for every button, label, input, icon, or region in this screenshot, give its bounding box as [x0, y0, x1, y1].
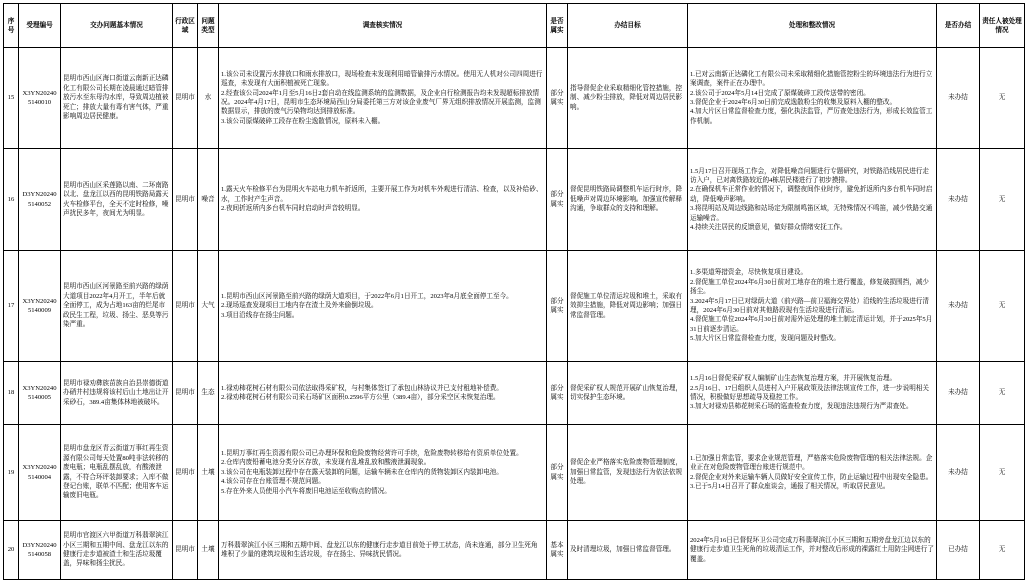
problem-type: 大气 — [198, 251, 219, 362]
region: 昆明市 — [173, 521, 198, 580]
handling-goal: 及时清理垃圾，加强日常监督管理。 — [568, 521, 688, 580]
region: 昆明市 — [173, 48, 198, 149]
handling-progress — [688, 48, 937, 149]
investigation-findings — [219, 251, 547, 362]
handling-progress-item: 2.督促施工单位2024年6月30日前对工地存在的堆土进行覆盖，修复破损围挡，减少扬尘。 — [690, 278, 930, 296]
row-number: 18 — [4, 362, 19, 425]
handling-progress-item: 3.将昆明站及周边线路和站场定为限制鸣笛区域，无特殊情况不鸣笛，减少铁路交通运输噪音。 — [690, 205, 933, 222]
case-id: D3YN202405140052 — [19, 149, 61, 251]
investigation-findings-item: 2.经查该公司2024年1月至5月16日2套自动在线监测系统的监测数据，及企业自行检测报告均未发现超标排放情况。2024年4月17日，昆明市生态环境局西山分局委托第三方对该企业废气厂界无组织排放情况开展监测，监测数据显示，排放的废气污染物均达到排放标准。 — [221, 89, 541, 116]
table-row — [4, 362, 1025, 425]
handling-progress-item: 4.持续关注居民的反馈意见，做好群众情绪安抚工作。 — [690, 224, 847, 232]
case-id: X3YN202405140005 — [19, 362, 61, 425]
handling-progress-item: 2.5月16日、17日组织人员进村入户开展政策及法律法规宣传工作，进一步说明相关情况，积极做好思想疏导及稳控工作。 — [690, 384, 930, 401]
closed-status: 已办结 — [937, 521, 980, 580]
investigation-findings-item: 1.该公司未设置污水排放口和雨水排放口，现场检查未发现利用暗管偷排污水情况。使用无人机对公司四周进行巡查，未发现有大面积植被死亡现象。 — [221, 70, 543, 88]
handling-progress-item: 3.已于5月14日召开了群众座谈会，通报了相关情况，听取居民意见。 — [690, 482, 890, 490]
header-closed: 是否办结 — [937, 4, 980, 48]
header-no: 序号 — [4, 4, 19, 48]
closed-status: 未办结 — [937, 362, 980, 425]
case-id: X3YN202405140009 — [19, 251, 61, 362]
case-id: D3YN202405140058 — [19, 521, 61, 580]
handling-progress — [688, 425, 937, 521]
header-type: 问题类型 — [198, 4, 219, 48]
header-id: 受理编号 — [19, 4, 61, 48]
problem-type: 土壤 — [198, 425, 219, 521]
handling-progress — [688, 362, 937, 425]
table-row — [4, 425, 1025, 521]
header-accountability: 责任人被处理情况 — [980, 4, 1025, 48]
accountability: 无 — [980, 362, 1025, 425]
row-number: 16 — [4, 149, 19, 251]
handling-progress-item: 3.2024年5月17日已对绿荫大道（前兴路—前卫福海交界处）沿线的生活垃圾进行清理，2024年6月30日前对其他路段现有生活垃圾进行清运。 — [690, 297, 930, 314]
investigation-findings — [219, 149, 547, 251]
region: 昆明市 — [173, 362, 198, 425]
closed-status: 未办结 — [937, 425, 980, 521]
handling-goal: 督促采矿权人规范开展矿山恢复治理，切实保护生态环境。 — [568, 362, 688, 425]
handling-progress-item: 5.加大片区日常监督检查力度，发现问题及时整改。 — [690, 335, 841, 343]
investigation-findings-item: 1.禄劝柿花树石材有限公司依法取得采矿权，与村集体签订了承包山林协议并已支付租地补偿费。 — [221, 384, 503, 392]
table-row — [4, 521, 1025, 580]
handling-progress-item: 3.督促企业于2024年6月30日前完成逸散粉尘的收集及原料入棚的整改。 — [690, 99, 897, 106]
investigation-findings-item: 4.该公司存在台账管理不规范问题。 — [221, 478, 325, 486]
problem-description: 昆明市禄劝彝族苗族自治县崇德街道办硝井村违规将该村后山土地出让开采砂石，389.4亩集体林地被破坏。 — [61, 362, 173, 425]
investigation-findings-item: 1.露天火车检修平台为昆明火车站电力机车折返所，主要开展工作为对机车外观进行清洁、检查，以及补给砂、水，工作时产生声音。 — [221, 186, 543, 203]
accountability: 无 — [980, 251, 1025, 362]
handling-progress-item: 4.督促施工单位2024年6月30日前对需外运处理的堆土制定清运计划，并于2025年5月31日前逐步清运。 — [690, 316, 933, 333]
case-id: X3YN202405140010 — [19, 48, 61, 149]
case-id: X3YN202405140004 — [19, 425, 61, 521]
verified-status: 部分属实 — [547, 362, 568, 425]
handling-progress-item: 2024年5月16日已督促环卫公司完成万科翡翠滨江小区三期和五期旁盘龙江边以东的健康行走步道卫生死角的垃圾清运工作，并对整改后形成的裸露红土用防尘网进行了覆盖。 — [690, 536, 934, 563]
handling-progress-item: 2.在确保机车正常作业的情况下，调整夜间作业时序，避免折返所内多台机车同时启动，降低噪声影响。 — [690, 186, 933, 203]
accountability: 无 — [980, 521, 1025, 580]
problem-description: 昆明市官渡区六甲街道万科翡翠滨江小区三期和五期中间、盘龙江以东的健康行走步道被渣土和生活垃圾覆盖，异味和扬尘扰民。 — [61, 521, 173, 580]
row-number: 19 — [4, 425, 19, 521]
investigation-findings-item: 2.仓库内废铅蓄电池分类分区存放，未发现有乱堆乱放和酸液泄漏现象。 — [221, 459, 431, 467]
verified-status: 部分属实 — [547, 48, 568, 149]
handling-progress — [688, 149, 937, 251]
handling-progress — [688, 521, 937, 580]
investigation-findings-item: 3.项目沿线存在扬尘问题。 — [221, 311, 299, 319]
header-verified: 是否属实 — [547, 4, 568, 48]
investigation-findings — [219, 48, 547, 149]
investigation-findings — [219, 521, 547, 580]
problem-description: 昆明市盘龙区青云街道万事红再生资源有限公司每天处置80吨非法转移的废电瓶；电瓶乱摆乱放，有酸液泄露，不符合环评装卸要求；入库不做登记台账，联单不匹配；使用客车运输废旧电瓶。 — [61, 425, 173, 521]
verified-status: 部分属实 — [547, 149, 568, 251]
investigation-findings-item: 3.该公司原煤破碎工段存在粉尘逸散情况，原料未入棚。 — [221, 117, 385, 125]
handling-progress-item: 2.该公司于2024年5月14日完成了原煤破碎工段传送带的密闭。 — [690, 89, 870, 97]
region: 昆明市 — [173, 425, 198, 521]
handling-progress-item: 1.多渠道筹措资金，尽快恢复项目建设。 — [690, 269, 808, 277]
row-number: 17 — [4, 251, 19, 362]
investigation-findings-item: 2.禄劝柿花树石材有限公司采石场矿区面积0.2596平方公里（389.4亩），部分采空区未恢复治理。 — [221, 394, 500, 401]
handling-progress-item: 1.已对云南新正达磷化工有限公司未采取精细化措施管控粉尘的环境违法行为进行立案调查，案件正在办理中。 — [690, 70, 933, 88]
problem-type: 土壤 — [198, 521, 219, 580]
handling-goal: 指导督促企业采取精细化管控措施，控制、减少粉尘排放，降低对周边居民影响。 — [568, 48, 688, 149]
row-number: 15 — [4, 48, 19, 149]
closed-status: 未办结 — [937, 48, 980, 149]
handling-progress — [688, 251, 937, 362]
investigation-findings-item: 1.昆明市西山区河景路至前兴路的绿荫大道项目，于2022年6月1日开工，2023年8月底全面停工至今。 — [221, 292, 513, 300]
investigation-findings-item: 3.该公司在电瓶装卸过程中存在露天装卸的问题，运输车辆未在仓库内的货物装卸区内装卸电池。 — [221, 468, 503, 476]
handling-goal: 督促施工单位清运垃圾和堆土，采取有效抑尘措施，降低对周边影响；加强日常监督管理。 — [568, 251, 688, 362]
table-row — [4, 48, 1025, 149]
investigation-findings-item: 5.存在外来人员使用小汽车将废旧电池运至收购点的情况。 — [221, 487, 391, 495]
handling-progress-item: 4.加大片区日常监督检查力度，强化执法监管，严厉查处违法行为，形成长效监管工作机制。 — [690, 108, 933, 125]
problem-type: 生态 — [198, 362, 219, 425]
handling-goal: 督促企业严格落实危险废物管理制度，加强日常监管，发现违法行为依法依规处理。 — [568, 425, 688, 521]
row-number: 20 — [4, 521, 19, 580]
header-investigation: 调查核实情况 — [219, 4, 547, 48]
handling-progress-item: 1.5月17日召开现场工作会，对降低噪音问题进行专题研究，对铁路沿线居民进行走访入户，已对离铁路较近的4栋居民楼进行了初步摸排。 — [690, 167, 930, 184]
handling-progress-item: 2.督促企业对外来运输车辆人员做好安全宣传工作，防止运输过程中出现安全隐患。 — [690, 473, 933, 481]
accountability: 无 — [980, 149, 1025, 251]
handling-progress-item: 3.加大对禄劝县柿花树采石场的巡查检查力度，发现违法违规行为严肃查处。 — [690, 403, 913, 411]
investigation-findings — [219, 425, 547, 521]
investigation-findings — [219, 362, 547, 425]
problem-type: 水 — [198, 48, 219, 149]
problem-description: 昆明市西山区海口街道云南新正达磷化工有限公司长期在凌晨通过暗管排放污水至东母沟水库，导致周边植被死亡；排放大量有毒有害气体，严重影响周边居民健康。 — [61, 48, 173, 149]
accountability: 无 — [980, 425, 1025, 521]
closed-status: 未办结 — [937, 149, 980, 251]
header-problem: 交办问题基本情况 — [61, 4, 173, 48]
complaint-handling-table — [3, 3, 1025, 580]
header-region: 行政区域 — [173, 4, 198, 48]
table-row — [4, 149, 1025, 251]
region: 昆明市 — [173, 149, 198, 251]
handling-goal: 督促昆明铁路局调整机车运行时序，降低噪声对周边环境影响。加强宣传解释沟通，争取群众的支持和理解。 — [568, 149, 688, 251]
investigation-findings-item: 万科翡翠滨江小区三期和五期中间、盘龙江以东的健康行走步道目前处于停工状态，尚未连通，部分卫生死角堆积了少量的建筑垃圾和生活垃圾，存在扬尘、异味扰民情况。 — [221, 541, 538, 558]
table-row — [4, 251, 1025, 362]
verified-status: 基本属实 — [547, 521, 568, 580]
investigation-findings-item: 2.夜间折返所内多台机车同时启动时声音较明显。 — [221, 205, 365, 213]
accountability: 无 — [980, 48, 1025, 149]
handling-progress-item: 1.5月16日督促采矿权人编制矿山生态恢复治理方案，并开展恢复治理。 — [690, 375, 897, 383]
problem-description: 昆明市西山区采莲路以南、二环南路以北、盘龙江以西的昆明铁路局露天火车检修平台，全天不定时检修，噪声扰民多年，夜间尤为明显。 — [61, 149, 173, 251]
investigation-findings-item: 1.昆明万事红再生资源有限公司已办理环保和危险废物经营许可手续，危险废物转移给有资质单位处置。 — [221, 449, 523, 457]
header-handling: 处理和整改情况 — [688, 4, 937, 48]
table-header-row — [4, 4, 1025, 48]
region: 昆明市 — [173, 251, 198, 362]
problem-description: 昆明市西山区河景路至前兴路的绿荫大道项目2022年4月开工，半年后就全面停工，成为占地163亩的烂尾市政民生工程，垃圾、扬尘、恶臭等污染严重。 — [61, 251, 173, 362]
handling-progress-item: 1.已加强日常监管，要求企业规范管理，严格落实危险废物管理的相关法律法规。企业正在对危险废物管理台账进行规范中。 — [690, 454, 933, 472]
investigation-findings-item: 2.现场巡查发现项目工地内存在渣土及外来偷倒垃圾。 — [221, 302, 378, 310]
table-body — [4, 48, 1025, 580]
verified-status: 部分属实 — [547, 425, 568, 521]
problem-type: 噪音 — [198, 149, 219, 251]
header-goal: 办结目标 — [568, 4, 688, 48]
closed-status: 未办结 — [937, 251, 980, 362]
verified-status: 部分属实 — [547, 251, 568, 362]
